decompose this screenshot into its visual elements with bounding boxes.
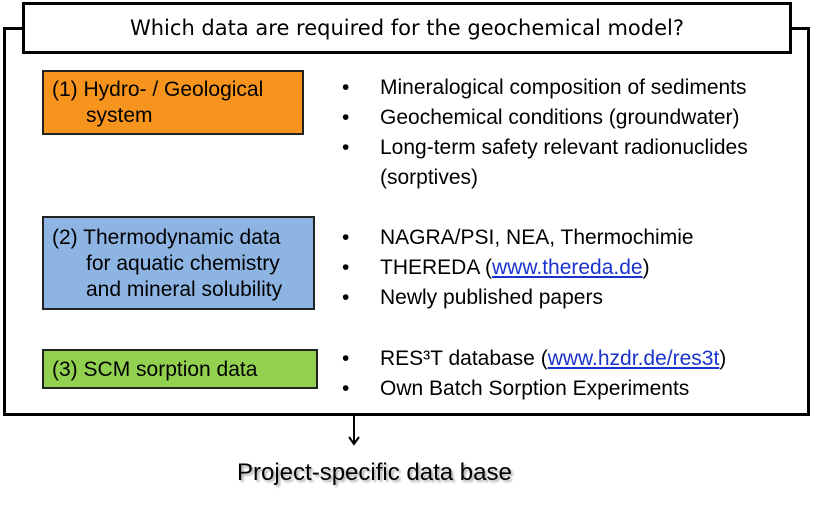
question-title-text: Which data are required for the geochemical model? — [129, 16, 685, 40]
category-2-number: (2) — [52, 226, 78, 249]
category-1-label-line-1: Hydro- / Geological — [83, 78, 264, 101]
bullet-text: Long-term safety relevant radionuclides — [380, 136, 748, 159]
bullet-dot: • — [342, 136, 350, 159]
category-2-line-1 — [52, 225, 305, 251]
category-3-label-line-1: SCM sorption data — [83, 358, 258, 381]
category-2-label-line-2: for aquatic chemistry — [86, 252, 280, 275]
bullet-list-scm-sorption — [336, 344, 726, 404]
bullet-dot: • — [342, 76, 350, 99]
list-item — [336, 374, 726, 404]
category-box-hydro-geological — [42, 70, 304, 135]
list-item — [336, 133, 748, 193]
bullet-text-suffix: ) — [719, 347, 727, 370]
bullet-text: Mineralogical composition of sediments — [380, 76, 747, 99]
res3t-link[interactable]: www.hzdr.de/res3t — [547, 347, 720, 370]
bullet-text-prefix: RES³T database ( — [380, 347, 548, 370]
category-1-number: (1) — [52, 78, 78, 101]
thereda-link[interactable]: www.thereda.de — [492, 256, 643, 279]
list-item — [336, 283, 694, 313]
category-1-label-line-2: system — [86, 104, 153, 127]
bullet-text: Own Batch Sorption Experiments — [380, 377, 690, 400]
bullet-text: Newly published papers — [380, 286, 603, 309]
bullet-dot: • — [342, 106, 350, 129]
question-title — [22, 2, 792, 54]
bullet-text-prefix: THEREDA ( — [380, 256, 493, 279]
list-item — [336, 73, 748, 103]
list-item — [336, 344, 726, 374]
bullet-text-suffix: ) — [642, 256, 650, 279]
bullet-dot: • — [342, 256, 350, 279]
bullet-dot: • — [342, 347, 350, 370]
bullet-text: Geochemical conditions (groundwater) — [380, 106, 740, 129]
bullet-dot: • — [342, 226, 350, 249]
bullet-list-hydro-geological — [336, 73, 748, 193]
bullet-list-thermodynamic — [336, 223, 694, 313]
list-item — [336, 223, 694, 253]
down-arrow-icon — [347, 416, 361, 446]
list-item — [336, 253, 694, 283]
bullet-text: NAGRA/PSI, NEA, Thermochimie — [380, 226, 694, 249]
category-2-label-line-1: Thermodynamic data — [83, 226, 281, 249]
list-item — [336, 103, 748, 133]
category-3-line-1 — [52, 357, 308, 383]
bullet-dot: • — [342, 286, 350, 309]
category-3-number: (3) — [52, 358, 78, 381]
result-label: Project-specific data base — [237, 459, 512, 486]
category-box-thermodynamic-data — [42, 216, 315, 310]
bullet-text-continued: (sorptives) — [380, 166, 479, 189]
category-1-line-1 — [52, 77, 294, 103]
bullet-dot: • — [342, 377, 350, 400]
category-2-label-line-3: and mineral solubility — [86, 278, 283, 301]
category-box-scm-sorption — [42, 349, 318, 389]
